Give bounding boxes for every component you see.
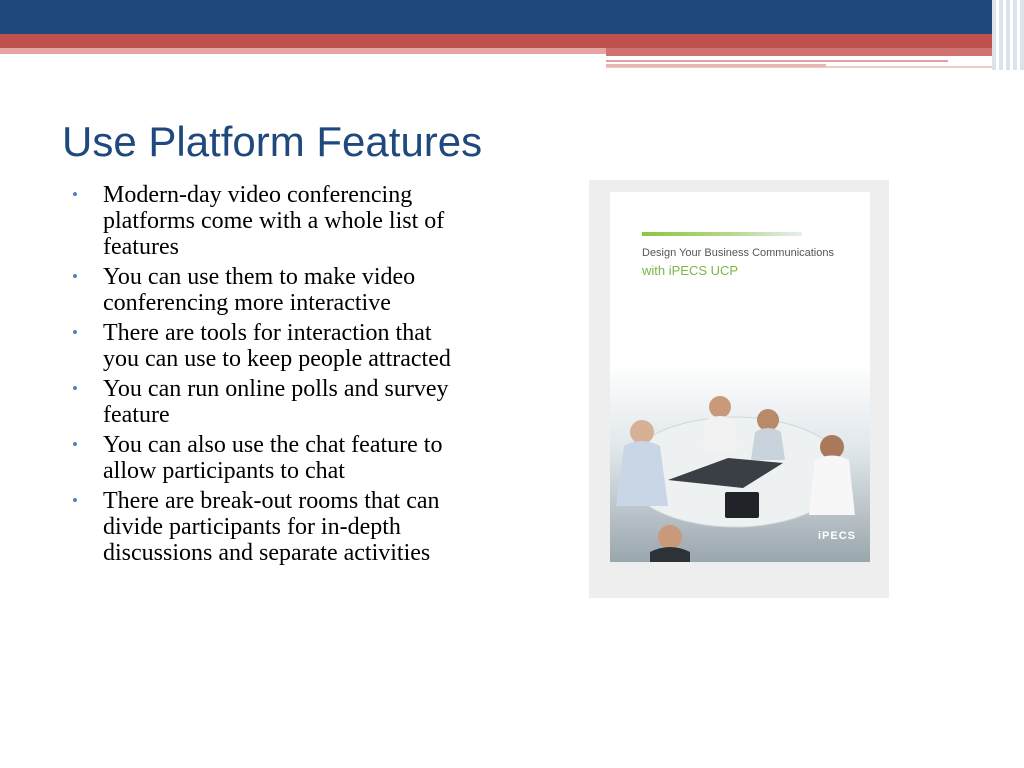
bullet-text: You can use them to make video conferencing more interactive [103, 264, 416, 316]
bullet-item [72, 488, 472, 566]
bullet-dot-icon: • [72, 435, 78, 454]
cover-heading: Design Your Business Communications [642, 247, 834, 259]
header-thin-line [606, 60, 948, 62]
header-band-red-mid [606, 48, 1000, 56]
ipecs-logo: iPECS [817, 530, 856, 542]
header-band-red-light [0, 48, 606, 54]
bullet-text: You can also use the chat feature to allow participants to chat [103, 432, 443, 484]
slide-title: Use Platform Features [62, 118, 483, 165]
cover-accent-line [642, 232, 802, 236]
header-band-red [0, 34, 1000, 48]
cover-subheading: with iPECS UCP [642, 263, 739, 278]
bullet-item [72, 264, 472, 316]
bullet-dot-icon: • [72, 323, 78, 342]
brochure-cover-image [610, 192, 870, 562]
bullet-dot-icon: • [72, 379, 78, 398]
bullet-list [72, 182, 472, 570]
bullet-text: There are tools for interaction that you can use to keep people attracted [103, 320, 451, 372]
header-band-blue [0, 0, 1024, 34]
bullet-dot-icon: • [72, 185, 78, 204]
bullet-dot-icon: • [72, 491, 78, 510]
bullet-text: You can run online polls and survey feature [103, 376, 449, 428]
bullet-item [72, 376, 472, 428]
bullet-item [72, 182, 472, 260]
header-stripes [992, 0, 1024, 70]
header-thin-line [606, 64, 826, 67]
bullet-item [72, 432, 472, 484]
bullet-dot-icon: • [72, 267, 78, 286]
bullet-text: Modern-day video conferencing platforms come with a whole list of features [103, 182, 445, 260]
bullet-text: There are break-out rooms that can divide participants for in-depth discussions and separate activities [103, 488, 440, 566]
bullet-item [72, 320, 472, 372]
